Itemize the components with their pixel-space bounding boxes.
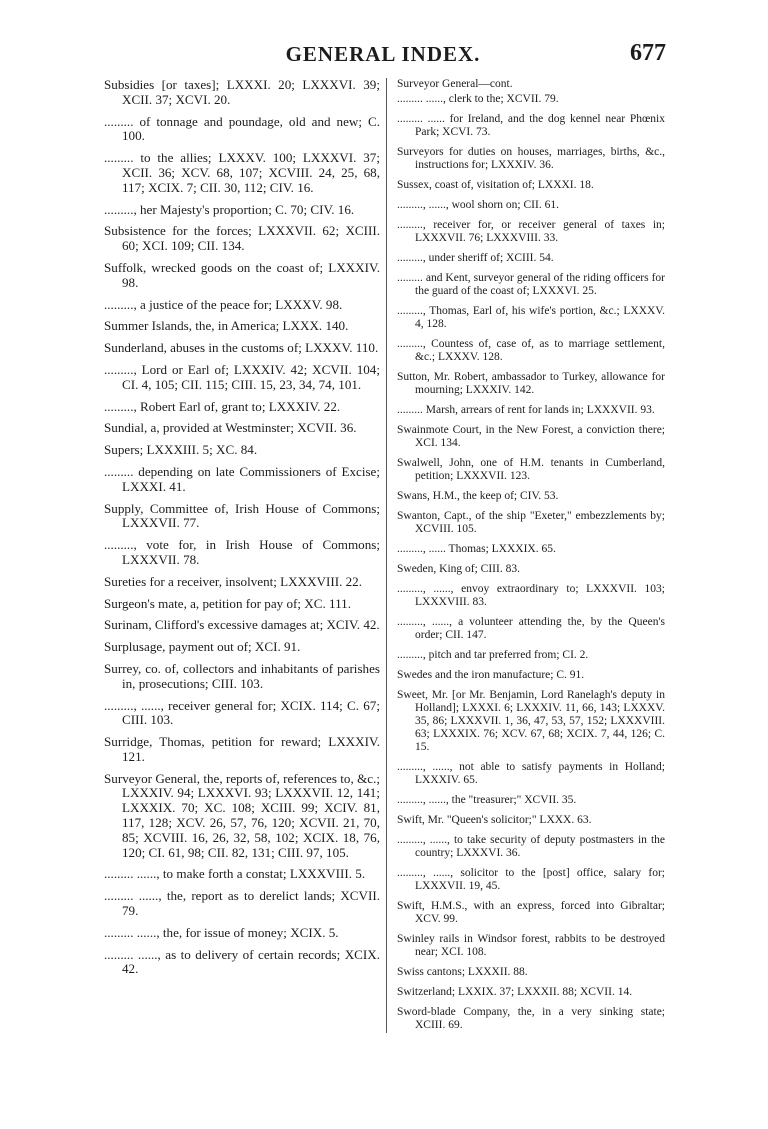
right-column [397, 78, 665, 1039]
index-entry: Surveyor General—cont. [397, 78, 513, 90]
index-entry: ........., ......, receiver general for; XCIX. 114; C. 67; CIII. 103. [104, 697, 380, 728]
index-entry: Swainmote Court, in the New Forest, a conviction there; XCI. 134. [397, 424, 665, 449]
index-entry: Swift, Mr. "Queen's solicitor;" LXXX. 63. [397, 814, 592, 826]
index-entry: Sutton, Mr. Robert, ambassador to Turkey, allowance for mourning; LXXXIV. 142. [397, 371, 665, 396]
index-entry: ......... of tonnage and poundage, old and new; C. 100. [104, 113, 380, 144]
index-entry: Surgeon's mate, a, petition for pay of; XC. 111. [104, 595, 351, 611]
index-entry: Sundial, a, provided at Westminster; XCVII. 36. [104, 420, 357, 436]
index-entry: ......... ...... for Ireland, and the dog kennel near Phœnix Park; XCVI. 73. [397, 113, 665, 138]
index-entry: ......... ......, as to delivery of certain records; XCIX. 42. [104, 946, 380, 977]
index-entry: ......... depending on late Commissioners of Excise; LXXXI. 41. [104, 463, 380, 494]
index-entry: Surridge, Thomas, petition for reward; LXXXIV. 121. [104, 734, 380, 764]
index-entry: Supply, Committee of, Irish House of Commons; LXXXVII. 77. [104, 500, 380, 531]
index-entry: ........., ......, not able to satisfy payments in Holland; LXXXIV. 65. [397, 761, 665, 786]
index-entry: Surveyors for duties on houses, marriages, births, &c., instructions for; LXXXIV. 36. [397, 146, 665, 171]
index-entry: ......... ......, clerk to the; XCVII. 79. [397, 93, 559, 105]
index-entry: ........., ......, a volunteer attending the, by the Queen's order; CII. 147. [397, 616, 665, 641]
index-entry: Surrey, co. of, collectors and inhabitants of parishes in, prosecutions; CIII. 103. [104, 660, 380, 691]
index-entry: Swans, H.M., the keep of; CIV. 53. [397, 490, 559, 502]
index-entry: ........., under sheriff of; XCIII. 54. [397, 252, 554, 264]
index-entry: Sweet, Mr. [or Mr. Benjamin, Lord Ranelagh's deputy in Holland]; LXXXI. 6; LXXXIV. 11, 66, 143; LXXXV. 35, 86; LXXXVII. 1, 36, 47, 53, 57, 152; LXXXVIII. 63; LXXXIX. 76; XCV. 67, 68; XCIX. 7, 44, 126; C. 15. [397, 689, 665, 753]
index-entry: ........., pitch and tar preferred from; CI. 2. [397, 649, 589, 661]
index-entry: ........., ...... Thomas; LXXXIX. 65. [397, 543, 556, 555]
index-entry: ........., a justice of the peace for; LXXXV. 98. [104, 296, 343, 312]
index-entry: ......... Marsh, arrears of rent for lands in; LXXXVII. 93. [397, 404, 655, 416]
index-entry: Subsidies [or taxes]; LXXXI. 20; LXXXVI. 39; XCII. 37; XCVI. 20. [104, 77, 380, 107]
index-entry: ........., receiver for, or receiver general of taxes in; LXXXVII. 76; LXXXVIII. 33. [397, 219, 665, 244]
index-entry: Suffolk, wrecked goods on the coast of; LXXXIV. 98. [104, 259, 380, 290]
index-entry: ......... ......, the, report as to derelict lands; XCVII. 79. [104, 888, 380, 919]
index-entry: Swiss cantons; LXXXII. 88. [397, 966, 528, 978]
running-title: GENERAL INDEX. [285, 42, 481, 66]
index-entry: ........., her Majesty's proportion; C. 70; CIV. 16. [104, 201, 355, 217]
index-entry: Summer Islands, the, in America; LXXX. 140. [104, 318, 349, 334]
index-entry: ......... to the allies; LXXXV. 100; LXXXVI. 37; XCII. 36; XCV. 68, 107; XCVIII. 24, 25, 68, 117; XCIX. 7; CII. 30, 112; CIV. 16. [104, 150, 380, 195]
index-entry: Swinley rails in Windsor forest, rabbits to be destroyed near; XCI. 108. [397, 933, 665, 958]
index-entry: ........., ......, the "treasurer;" XCVII. 35. [397, 794, 577, 806]
index-entry: ........., ......, to take security of deputy postmasters in the country; LXXXVI. 36. [397, 834, 665, 859]
index-entry: Surplusage, payment out of; XCI. 91. [104, 639, 301, 655]
index-entry: ........., Robert Earl of, grant to; LXXXIV. 22. [104, 398, 341, 414]
index-entry: ........., Thomas, Earl of, his wife's portion, &c.; LXXXV. 4, 128. [397, 305, 665, 330]
index-entry: Sussex, coast of, visitation of; LXXXI. 18. [397, 179, 594, 191]
index-entry: Swift, H.M.S., with an express, forced into Gibraltar; XCV. 99. [397, 900, 665, 925]
index-entry: Subsistence for the forces; LXXXVII. 62; XCIII. 60; XCI. 109; CII. 134. [104, 223, 380, 254]
index-entry: ......... and Kent, surveyor general of the riding officers for the guard of the coast of; LXXXVI. 25. [397, 272, 665, 297]
left-column [104, 78, 380, 984]
index-entry: Switzerland; LXXIX. 37; LXXXII. 88; XCVII. 14. [397, 986, 633, 998]
index-entry: Swalwell, John, one of H.M. tenants in Cumberland, petition; LXXXVII. 123. [397, 457, 665, 482]
index-entry: ........., vote for, in Irish House of Commons; LXXXVII. 78. [104, 537, 380, 567]
index-entry: ......... ......, to make forth a constat; LXXXVIII. 5. [104, 866, 366, 882]
index-entry: ......... ......, the, for issue of money; XCIX. 5. [104, 924, 339, 940]
index-entry: Surinam, Clifford's excessive damages at; XCIV. 42. [104, 617, 380, 633]
index-entry: Sword-blade Company, the, in a very sinking state; XCIII. 69. [397, 1006, 665, 1031]
index-entry: Swanton, Capt., of the ship "Exeter," embezzlements by; XCVIII. 105. [397, 510, 665, 535]
page-number: 677 [630, 40, 666, 66]
index-entry: Swedes and the iron manufacture; C. 91. [397, 669, 585, 681]
index-entry: Sweden, King of; CIII. 83. [397, 563, 520, 575]
index-entry: Surveyor General, the, reports of, references to, &c.; LXXXIV. 94; LXXXVI. 93; LXXXVII. 12, 141; LXXXIX. 70; XC. 108; XCIII. 99; XCIV. 81, 117, 128; XCV. 26, 57, 76, 120; XCVII. 21, 70, 85; XCVIII. 16, 26, 32, 58, 102; XCIX. 18, 76, 120; CI. 61, 98; CII. 82, 131; CIII. 97, 105. [104, 770, 380, 860]
column-divider [386, 78, 387, 1033]
index-entry: ........., ......, wool shorn on; CII. 61. [397, 199, 559, 211]
index-entry: Supers; LXXXIII. 5; XC. 84. [104, 442, 258, 458]
index-entry: ........., Countess of, case of, as to marriage settlement, &c.; LXXXV. 128. [397, 338, 665, 363]
index-entry: ........., ......, solicitor to the [post] office, salary for; LXXXVII. 19, 45. [397, 867, 665, 892]
index-entry: Sureties for a receiver, insolvent; LXXXVIII. 22. [104, 573, 362, 589]
page-header [100, 38, 666, 72]
index-entry: ........., Lord or Earl of; LXXXIV. 42; XCVII. 104; CI. 4, 105; CII. 115; CIII. 15, 23, 34, 74, 101. [104, 361, 380, 392]
index-entry: ........., ......, envoy extraordinary to; LXXXVII. 103; LXXXVIII. 83. [397, 583, 665, 608]
index-entry: Sunderland, abuses in the customs of; LXXXV. 110. [104, 340, 379, 356]
